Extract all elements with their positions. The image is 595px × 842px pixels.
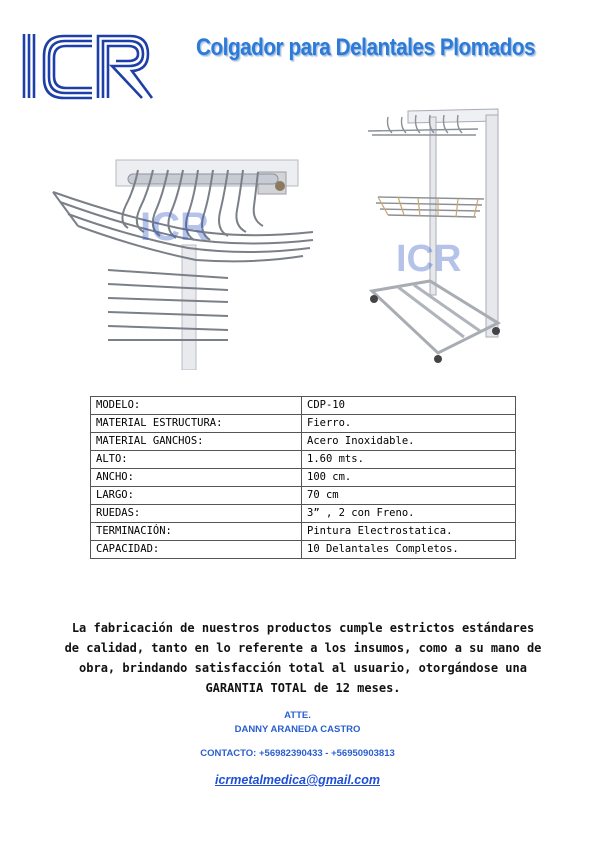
icr-logo bbox=[18, 30, 158, 102]
spec-value: CDP-10 bbox=[302, 397, 516, 415]
specs-table bbox=[90, 396, 516, 559]
spec-label: TERMINACIÓN: bbox=[91, 523, 302, 541]
spec-value: 70 cm bbox=[302, 487, 516, 505]
table-row bbox=[91, 415, 516, 433]
spec-value: Fierro. bbox=[302, 415, 516, 433]
spec-value: Acero Inoxidable. bbox=[302, 433, 516, 451]
svg-text:ICR: ICR bbox=[396, 238, 462, 280]
spec-label: LARGO: bbox=[91, 487, 302, 505]
product-detail-photo bbox=[48, 150, 318, 370]
spec-label: RUEDAS: bbox=[91, 505, 302, 523]
table-row bbox=[91, 523, 516, 541]
contact-phones: CONTACTO: +56982390433 - +56950903813 bbox=[200, 748, 395, 759]
spec-label: ANCHO: bbox=[91, 469, 302, 487]
table-row bbox=[91, 505, 516, 523]
table-row bbox=[91, 451, 516, 469]
spec-value: 100 cm. bbox=[302, 469, 516, 487]
warranty-paragraph: La fabricación de nuestros productos cumple estrictos estándares de calidad, tanto en lo referente a los insumos, como a su mano de obra, brindando satisfacción total al usuario, otorgándose una GARANTIA TOTAL de 12 meses. bbox=[64, 621, 542, 695]
signature-name: DANNY ARANEDA CASTRO bbox=[234, 724, 361, 735]
product-full-photo bbox=[358, 105, 508, 375]
signature-atte: ATTE. bbox=[284, 710, 311, 721]
spec-label: ALTO: bbox=[91, 451, 302, 469]
spec-value: 3” , 2 con Freno. bbox=[302, 505, 516, 523]
spec-value: 1.60 mts. bbox=[302, 451, 516, 469]
spec-label: CAPACIDAD: bbox=[91, 541, 302, 559]
spec-label: MODELO: bbox=[91, 397, 302, 415]
table-row bbox=[91, 397, 516, 415]
svg-text:ICR: ICR bbox=[140, 205, 209, 249]
table-row bbox=[91, 541, 516, 559]
table-row bbox=[91, 469, 516, 487]
spec-value: Pintura Electrostatica. bbox=[302, 523, 516, 541]
spec-value: 10 Delantales Completos. bbox=[302, 541, 516, 559]
email-link[interactable]: icrmetalmedica@gmail.com bbox=[214, 773, 381, 787]
spec-label: MATERIAL GANCHOS: bbox=[91, 433, 302, 451]
table-row bbox=[91, 487, 516, 505]
spec-label: MATERIAL ESTRUCTURA: bbox=[91, 415, 302, 433]
table-row bbox=[91, 433, 516, 451]
page-title: Colgador para Delantales Plomados bbox=[196, 34, 536, 61]
